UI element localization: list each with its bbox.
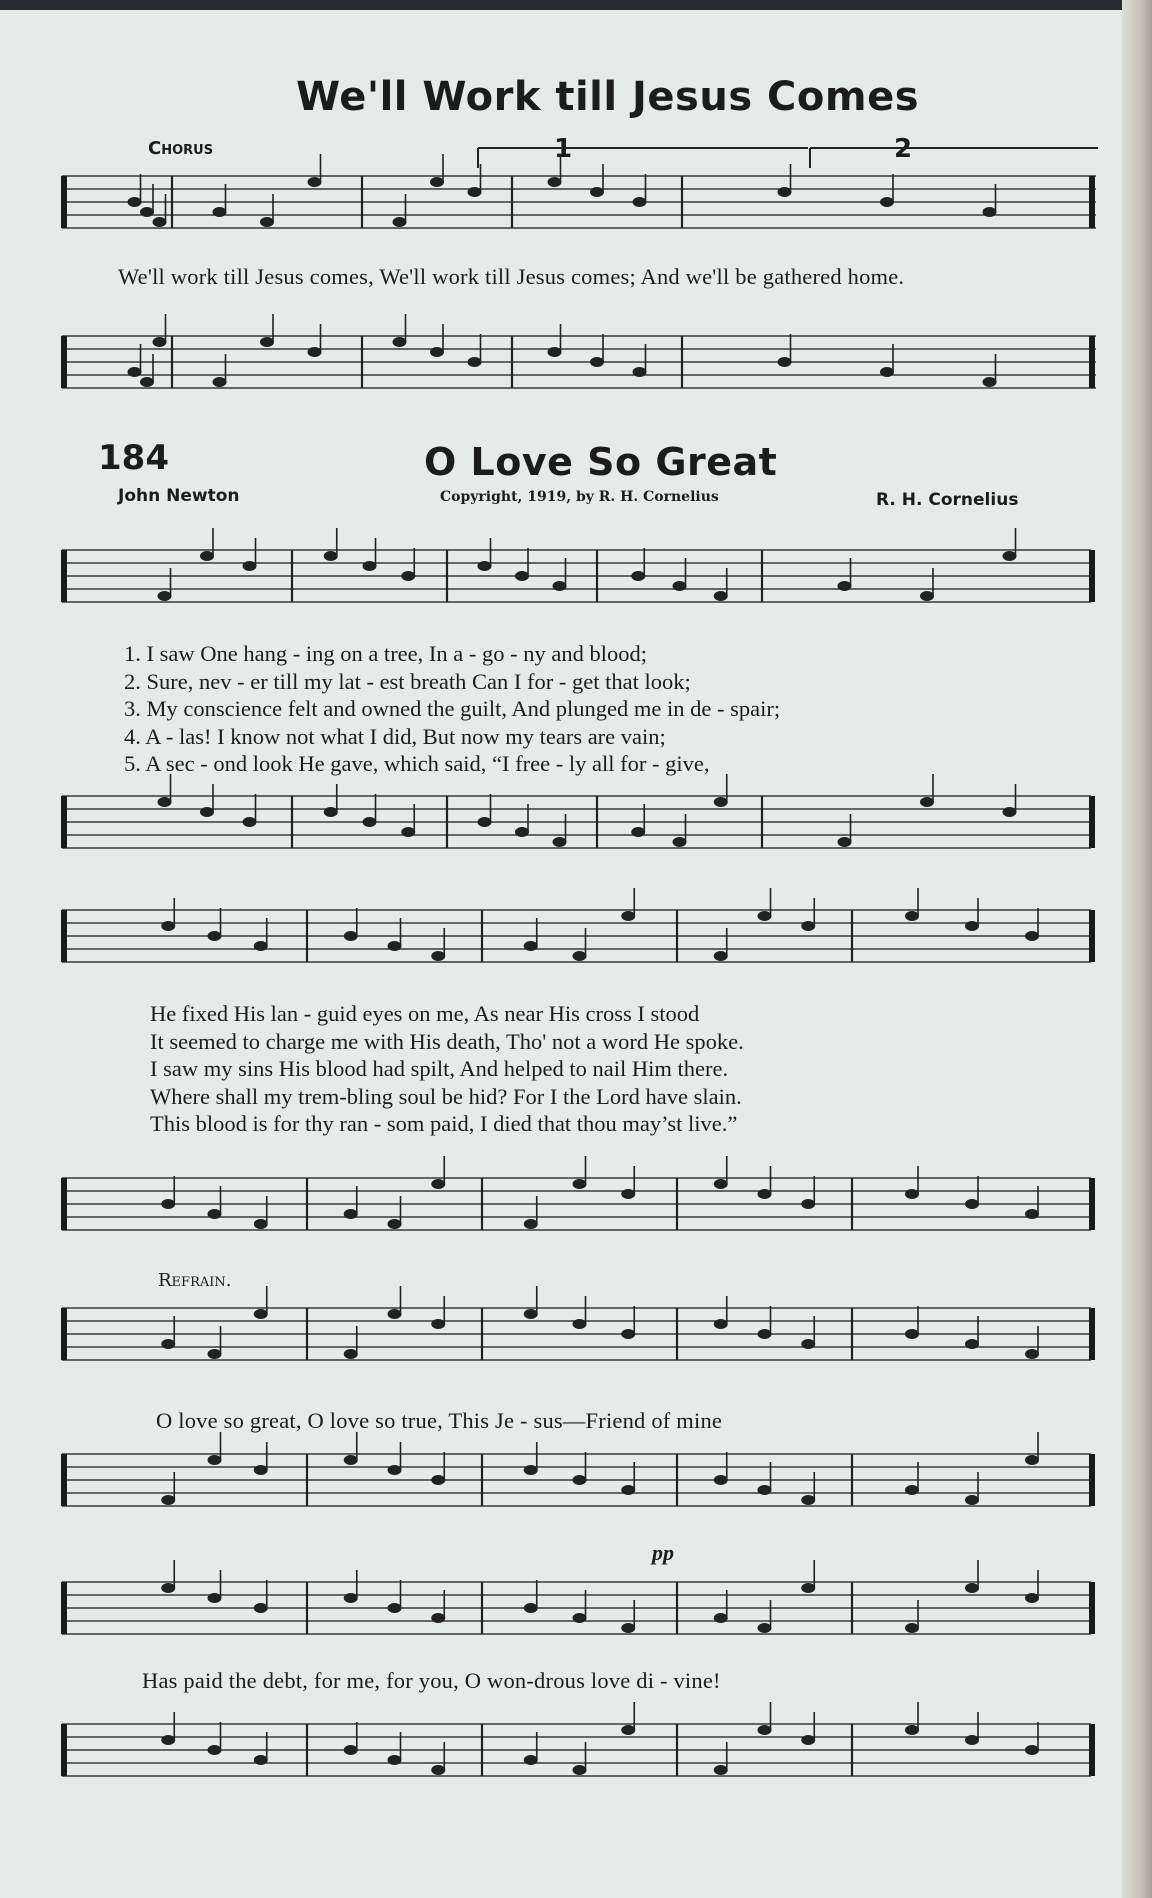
note-head	[838, 581, 852, 591]
note-head	[965, 921, 979, 931]
note-head	[468, 357, 482, 367]
note-head	[1025, 1209, 1039, 1219]
note-head	[208, 1209, 222, 1219]
note-head	[524, 1309, 538, 1319]
note-head	[363, 817, 377, 827]
note-head	[631, 571, 645, 581]
note-head	[308, 347, 322, 357]
note-head	[388, 1219, 402, 1229]
note-head	[128, 197, 142, 207]
note-head	[673, 581, 687, 591]
note-head	[714, 1179, 728, 1189]
note-head	[431, 1319, 445, 1329]
note-head	[573, 1319, 587, 1329]
verse-3-line-2: I saw my sins His blood had spilt, And helped to nail Him there.	[150, 1056, 729, 1081]
note-head	[965, 1583, 979, 1593]
hymn-title: O Love So Great	[424, 440, 778, 484]
note-head	[388, 1755, 402, 1765]
note-head	[254, 1603, 268, 1613]
note-head	[208, 931, 222, 941]
note-head	[1025, 1593, 1039, 1603]
note-head	[983, 377, 997, 387]
prev-hymn-lyric: We'll work till Jesus comes, We'll work till Jesus comes; And we'll be gathered home.	[118, 264, 905, 289]
note-head	[905, 1329, 919, 1339]
note-head	[621, 1485, 635, 1495]
verses-part2	[150, 1000, 1110, 1138]
note-head	[758, 1725, 772, 1735]
system2-treble-staff	[62, 906, 1097, 974]
hymn-number: 184	[98, 438, 169, 478]
pianissimo-marking: pp	[652, 1540, 674, 1565]
note-head	[344, 1593, 358, 1603]
note-head	[140, 207, 154, 217]
note-head	[621, 1189, 635, 1199]
note-head	[430, 347, 444, 357]
note-head	[880, 367, 894, 377]
note-head	[388, 1465, 402, 1475]
prev-bass-staff	[62, 332, 1102, 400]
note-head	[590, 357, 604, 367]
note-head	[838, 837, 852, 847]
note-head	[344, 1209, 358, 1219]
note-head	[158, 591, 172, 601]
note-head	[758, 1485, 772, 1495]
note-head	[200, 807, 214, 817]
note-head	[213, 377, 227, 387]
note-head	[548, 347, 562, 357]
note-head	[714, 951, 728, 961]
note-head	[158, 797, 172, 807]
note-head	[1003, 807, 1017, 817]
verse-2-line-1: 2. Sure, nev - er till my lat - est breath Can I for - get that look;	[124, 668, 691, 694]
note-head	[308, 177, 322, 187]
note-head	[621, 911, 635, 921]
note-head	[430, 177, 444, 187]
note-head	[260, 217, 274, 227]
prev-treble-staff	[62, 172, 1102, 240]
note-head	[548, 177, 562, 187]
note-head	[905, 1189, 919, 1199]
copyright-notice: Copyright, 1919, by R. H. Cornelius	[440, 489, 719, 505]
note-head	[161, 1735, 175, 1745]
note-head	[161, 1495, 175, 1505]
verse-2-line-2: It seemed to charge me with His death, Tho' not a word He spoke.	[150, 1028, 744, 1054]
note-head	[553, 581, 567, 591]
note-head	[631, 827, 645, 837]
note-head	[905, 911, 919, 921]
note-head	[254, 1465, 268, 1475]
note-head	[1025, 931, 1039, 941]
note-head	[801, 1583, 815, 1593]
note-head	[758, 1189, 772, 1199]
note-head	[621, 1329, 635, 1339]
note-head	[758, 911, 772, 921]
note-head	[801, 1199, 815, 1209]
refrain2-bass-staff	[62, 1720, 1097, 1788]
system2-bass-staff	[62, 1174, 1097, 1242]
note-head	[363, 561, 377, 571]
note-head	[573, 1475, 587, 1485]
note-head	[714, 797, 728, 807]
note-head	[344, 1455, 358, 1465]
note-head	[243, 561, 257, 571]
note-head	[478, 817, 492, 827]
note-head	[254, 941, 268, 951]
verse-5-line-2: This blood is for thy ran - som paid, I died that thou may’st live.”	[150, 1111, 738, 1136]
note-head	[714, 1319, 728, 1329]
note-head	[254, 1309, 268, 1319]
verse-3-line-1: 3. My conscience felt and owned the guilt, And plunged me in de - spair;	[124, 696, 781, 721]
note-head	[208, 1745, 222, 1755]
note-head	[965, 1735, 979, 1745]
note-head	[431, 1765, 445, 1775]
note-head	[778, 187, 792, 197]
note-head	[801, 921, 815, 931]
note-head	[388, 941, 402, 951]
verse-1-line-2: He fixed His lan - guid eyes on me, As near His cross I stood	[150, 1001, 700, 1026]
system1-treble-staff	[62, 546, 1097, 614]
ending-2-label: 2	[894, 134, 913, 164]
refrain1-treble-staff	[62, 1304, 1097, 1372]
note-head	[213, 207, 227, 217]
note-head	[633, 367, 647, 377]
note-head	[478, 561, 492, 571]
note-head	[324, 551, 338, 561]
note-head	[524, 1465, 538, 1475]
note-head	[344, 1349, 358, 1359]
note-head	[920, 797, 934, 807]
note-head	[801, 1735, 815, 1745]
note-head	[714, 1613, 728, 1623]
note-head	[573, 1765, 587, 1775]
note-head	[758, 1329, 772, 1339]
note-head	[388, 1309, 402, 1319]
note-head	[161, 1583, 175, 1593]
note-head	[393, 217, 407, 227]
note-head	[468, 187, 482, 197]
composer-credit: R. H. Cornelius	[876, 490, 1019, 510]
note-head	[573, 1613, 587, 1623]
note-head	[260, 337, 274, 347]
verses-part1	[124, 640, 1084, 778]
page-top-edge	[0, 0, 1152, 10]
note-head	[633, 197, 647, 207]
note-head	[524, 1603, 538, 1613]
note-head	[344, 931, 358, 941]
note-head	[1025, 1455, 1039, 1465]
note-head	[1025, 1349, 1039, 1359]
note-head	[254, 1219, 268, 1229]
note-head	[431, 951, 445, 961]
note-head	[161, 1339, 175, 1349]
note-head	[324, 807, 338, 817]
note-head	[524, 941, 538, 951]
verse-1-line-1: 1. I saw One hang - ing on a tree, In a - go - ny and blood;	[124, 641, 647, 666]
note-head	[965, 1199, 979, 1209]
note-head	[880, 197, 894, 207]
lyricist-credit: John Newton	[118, 486, 240, 506]
note-head	[515, 571, 529, 581]
note-head	[153, 337, 167, 347]
note-head	[515, 827, 529, 837]
note-head	[553, 837, 567, 847]
note-head	[200, 551, 214, 561]
prev-hymn-title: We'll Work till Jesus Comes	[296, 74, 920, 120]
verse-4-line-2: Where shall my trem-bling soul be hid? For I the Lord have slain.	[150, 1083, 742, 1109]
note-head	[905, 1485, 919, 1495]
verse-4-line-1: 4. A - las! I know not what I did, But now my tears are vain;	[124, 723, 666, 749]
note-head	[965, 1339, 979, 1349]
note-head	[573, 951, 587, 961]
system1-bass-staff	[62, 792, 1097, 860]
note-head	[905, 1623, 919, 1633]
note-head	[524, 1219, 538, 1229]
note-head	[673, 837, 687, 847]
note-head	[621, 1623, 635, 1633]
note-head	[401, 827, 415, 837]
ending-1-label: 1	[554, 134, 573, 164]
note-head	[621, 1725, 635, 1735]
note-head	[983, 207, 997, 217]
note-head	[778, 357, 792, 367]
note-head	[905, 1725, 919, 1735]
note-head	[965, 1495, 979, 1505]
note-head	[431, 1475, 445, 1485]
note-head	[1025, 1745, 1039, 1755]
note-head	[714, 1765, 728, 1775]
verse-5-line-1: 5. A sec - ond look He gave, which said, “I free - ly all for - give,	[124, 751, 710, 776]
note-head	[801, 1339, 815, 1349]
chorus-label: Chorus	[148, 138, 214, 159]
note-head	[243, 817, 257, 827]
note-head	[208, 1455, 222, 1465]
note-head	[388, 1603, 402, 1613]
note-head	[573, 1179, 587, 1189]
note-head	[714, 591, 728, 601]
note-head	[758, 1623, 772, 1633]
note-head	[344, 1745, 358, 1755]
note-head	[208, 1593, 222, 1603]
refrain-label: Refrain.	[158, 1270, 232, 1291]
note-head	[393, 337, 407, 347]
refrain-line-2: Has paid the debt, for me, for you, O won-drous love di - vine!	[142, 1668, 721, 1693]
note-head	[431, 1613, 445, 1623]
note-head	[1003, 551, 1017, 561]
refrain2-treble-staff	[62, 1578, 1097, 1646]
note-head	[254, 1755, 268, 1765]
page-right-edge	[1122, 0, 1152, 1898]
note-head	[801, 1495, 815, 1505]
refrain-line-1: O love so great, O love so true, This Je - sus—Friend of mine	[156, 1408, 723, 1433]
note-head	[920, 591, 934, 601]
refrain1-bass-staff	[62, 1450, 1097, 1518]
note-head	[590, 187, 604, 197]
note-head	[153, 217, 167, 227]
note-head	[161, 1199, 175, 1209]
note-head	[401, 571, 415, 581]
note-head	[524, 1755, 538, 1765]
note-head	[208, 1349, 222, 1359]
note-head	[140, 377, 154, 387]
note-head	[128, 367, 142, 377]
note-head	[161, 921, 175, 931]
note-head	[431, 1179, 445, 1189]
note-head	[714, 1475, 728, 1485]
